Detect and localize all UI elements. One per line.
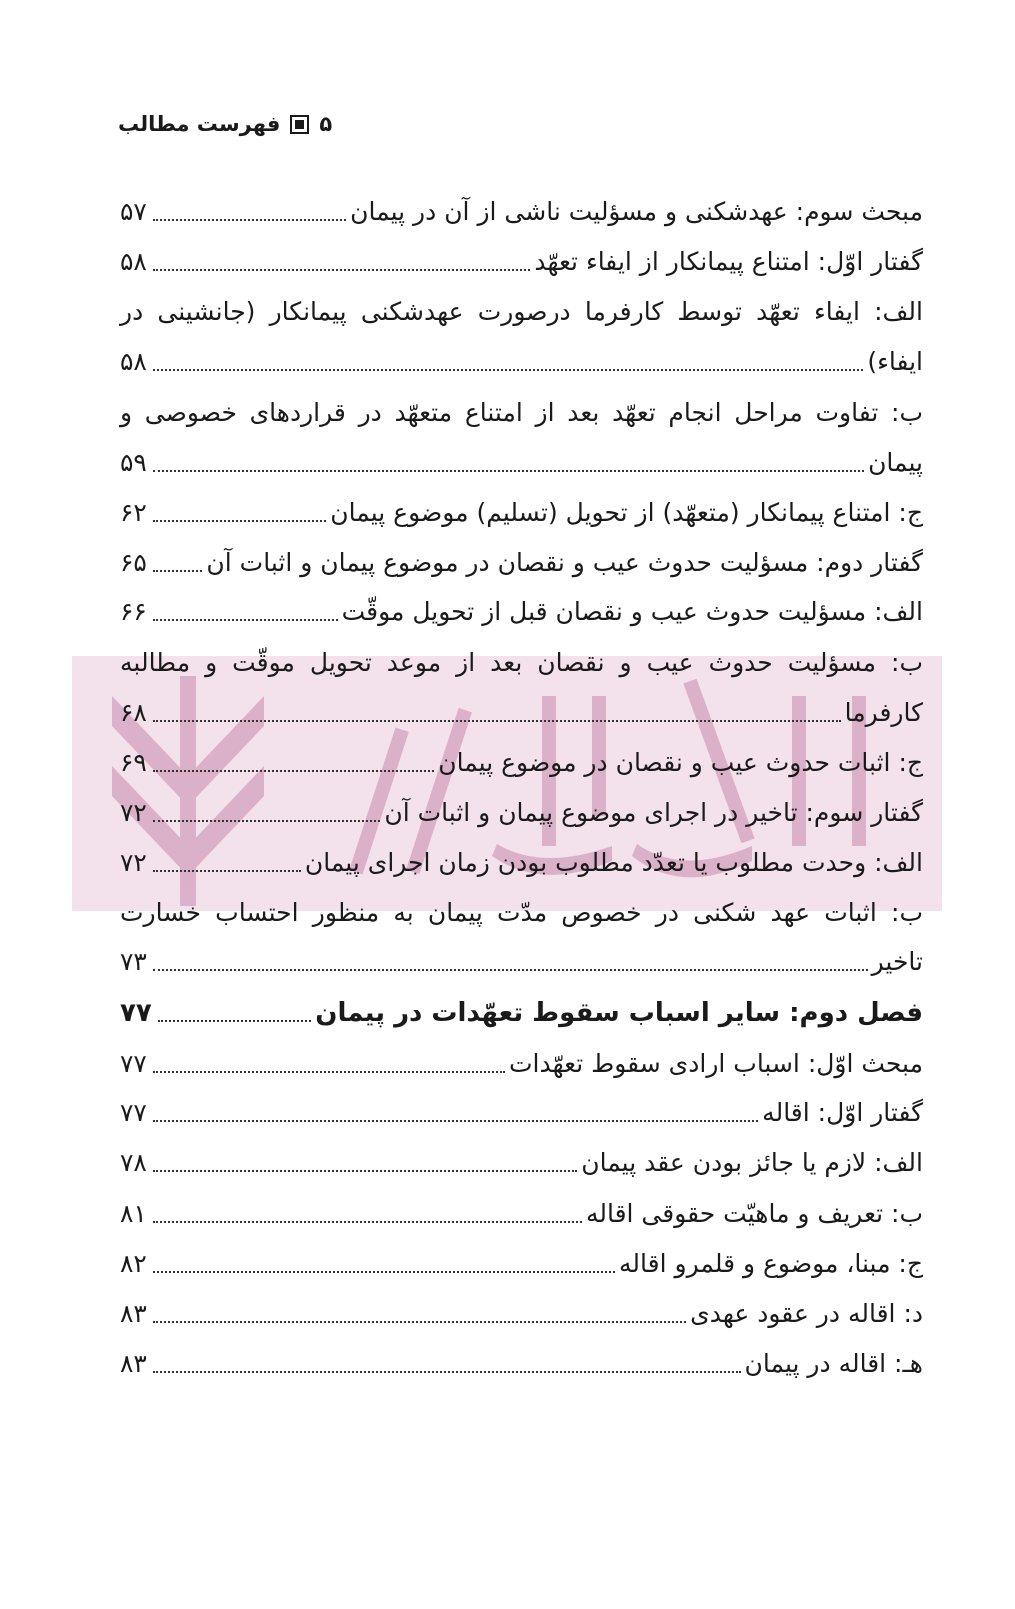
toc-entry-title: ب: تفاوت مراحل انجام تعهّد بعد از امتناع متعهّد در قراردهای خصوصی و	[120, 398, 923, 427]
toc-entry[interactable]	[120, 693, 923, 733]
toc-entry-title: ج: امتناع پیمانکار (متعهّد) از تحویل (تسلیم) موضوع پیمان	[330, 498, 923, 527]
dot-leader	[153, 570, 203, 572]
dot-leader	[153, 1221, 582, 1223]
dot-leader	[153, 820, 381, 822]
toc-entry[interactable]	[120, 1143, 923, 1183]
toc-entry-page: ۶۲	[120, 498, 147, 527]
dot-leader	[153, 1271, 615, 1273]
dot-leader	[153, 770, 434, 772]
toc-entry-title: ب: مسؤلیت حدوث عیب و نقصان بعد از موعد تحویل موقّت و مطالبه	[120, 648, 923, 677]
toc-entry-title: هـ: اقاله در پیمان	[744, 1349, 923, 1378]
toc-entry[interactable]	[120, 192, 923, 232]
toc-entry-title: گفتار سوم: تاخیر در اجرای موضوع پیمان و اثبات آن	[384, 798, 923, 827]
dot-leader	[153, 1071, 505, 1073]
toc-entry[interactable]	[120, 793, 923, 833]
toc-entry-title: الف: ایفاء تعهّد توسط کارفرما درصورت عهدشکنی پیمانکار (جانشینی در	[120, 297, 923, 326]
toc-entry-title: گفتار دوم: مسؤلیت حدوث عیب و نقصان در موضوع پیمان و اثبات آن	[206, 548, 923, 577]
toc-entry-page: ۷۲	[120, 848, 147, 877]
dot-leader	[153, 619, 338, 621]
toc-entry[interactable]	[120, 342, 923, 382]
toc-entry-title: پیمان	[868, 448, 923, 477]
toc-entry-title: گفتار اوّل: اقاله	[762, 1098, 923, 1127]
dot-leader	[153, 870, 301, 872]
toc-entry-title: گفتار اوّل: امتناع پیمانکار از ایفاء تعهّد	[534, 247, 923, 276]
toc-entry-title: ایفاء)	[867, 347, 923, 376]
toc-entry[interactable]	[120, 743, 923, 783]
dot-leader	[153, 520, 326, 522]
dot-leader	[153, 1321, 686, 1323]
toc-entry-title: ج: مبنا، موضوع و قلمرو اقاله	[619, 1249, 923, 1278]
toc-entry[interactable]	[120, 242, 923, 282]
toc-entry-page: ۷۳	[120, 947, 147, 976]
dot-leader	[153, 1170, 577, 1172]
toc-entry-page: ۸۱	[120, 1199, 147, 1228]
page-title: فهرست مطالب	[118, 112, 281, 136]
dot-leader	[158, 1020, 312, 1022]
toc-entry[interactable]	[120, 1244, 923, 1284]
toc-entry[interactable]	[120, 543, 923, 583]
toc-entry-page: ۷۲	[120, 798, 147, 827]
toc-entry[interactable]	[120, 592, 923, 632]
toc-entry-title: کارفرما	[844, 698, 923, 727]
dot-leader	[153, 470, 864, 472]
toc-entry-title: الف: لازم یا جائز بودن عقد پیمان	[581, 1148, 923, 1177]
dot-leader	[153, 1371, 741, 1373]
toc-entry-page: ۶۵	[120, 548, 147, 577]
toc-entry-page: ۷۷	[120, 1049, 147, 1078]
dot-leader	[153, 219, 346, 221]
toc-entry-title: الف: وحدت مطلوب یا تعدّد مطلوب بودن زمان اجرای پیمان	[304, 848, 923, 877]
toc-entry-continued[interactable]	[120, 292, 923, 332]
dot-leader	[153, 269, 530, 271]
toc-entry-title: مبحث سوم: عهدشکنی و مسؤلیت ناشی از آن در پیمان	[350, 197, 923, 226]
toc-entry-page: ۸۳	[120, 1299, 147, 1328]
toc-entry-title: ج: اثبات حدوث عیب و نقصان در موضوع پیمان	[438, 748, 923, 777]
toc-entry-page: ۷۷	[120, 998, 152, 1028]
dot-leader	[153, 369, 863, 371]
toc-entry-page: ۸۳	[120, 1349, 147, 1378]
toc-entry-page: ۵۷	[120, 197, 147, 226]
toc-entry-page: ۷۷	[120, 1098, 147, 1127]
toc-entry[interactable]	[120, 942, 923, 982]
toc-entry[interactable]	[120, 1294, 923, 1334]
toc-entry-page: ۶۸	[120, 698, 147, 727]
toc-entry-page: ۸۲	[120, 1249, 147, 1278]
dot-leader	[153, 720, 841, 722]
page-number: ۵	[319, 112, 333, 136]
toc-entry-page: ۵۸	[120, 247, 147, 276]
toc-entry-title: ب: تعریف و ماهیّت حقوقی اقاله	[585, 1199, 923, 1228]
toc-entry-title: فصل دوم: سایر اسباب سقوط تعهّدات در پیمان	[315, 998, 923, 1028]
dot-leader	[153, 969, 868, 971]
toc-entry-title: ب: اثبات عهد شکنی در خصوص مدّت پیمان به منظور احتساب خسارت	[120, 898, 923, 927]
toc-entry[interactable]	[120, 1044, 923, 1084]
toc-entry-title: د: اقاله در عقود عهدی	[690, 1299, 923, 1328]
dot-leader	[153, 1120, 758, 1122]
toc-entry-page: ۶۹	[120, 748, 147, 777]
toc-entry[interactable]	[120, 1093, 923, 1133]
toc-entry-title: الف: مسؤلیت حدوث عیب و نقصان قبل از تحویل موقّت	[341, 597, 923, 626]
toc-entry-continued[interactable]	[120, 393, 923, 433]
toc-entry-continued[interactable]	[120, 893, 923, 933]
toc-entry-page: ۷۸	[120, 1148, 147, 1177]
toc-entry-page: ۵۸	[120, 347, 147, 376]
toc-entry-page: ۶۶	[120, 597, 147, 626]
toc-entry[interactable]	[120, 843, 923, 883]
toc-entry[interactable]	[120, 493, 923, 533]
toc-chapter-entry[interactable]	[120, 993, 923, 1033]
toc-entry[interactable]	[120, 443, 923, 483]
toc-entry[interactable]	[120, 1194, 923, 1234]
toc-entry-title: مبحث اوّل: اسباب ارادی سقوط تعهّدات	[509, 1049, 923, 1078]
toc-entry-page: ۵۹	[120, 448, 147, 477]
toc-entry-continued[interactable]	[120, 643, 923, 683]
toc-entry[interactable]	[120, 1344, 923, 1384]
toc-entry-title: تاخیر	[871, 947, 923, 976]
